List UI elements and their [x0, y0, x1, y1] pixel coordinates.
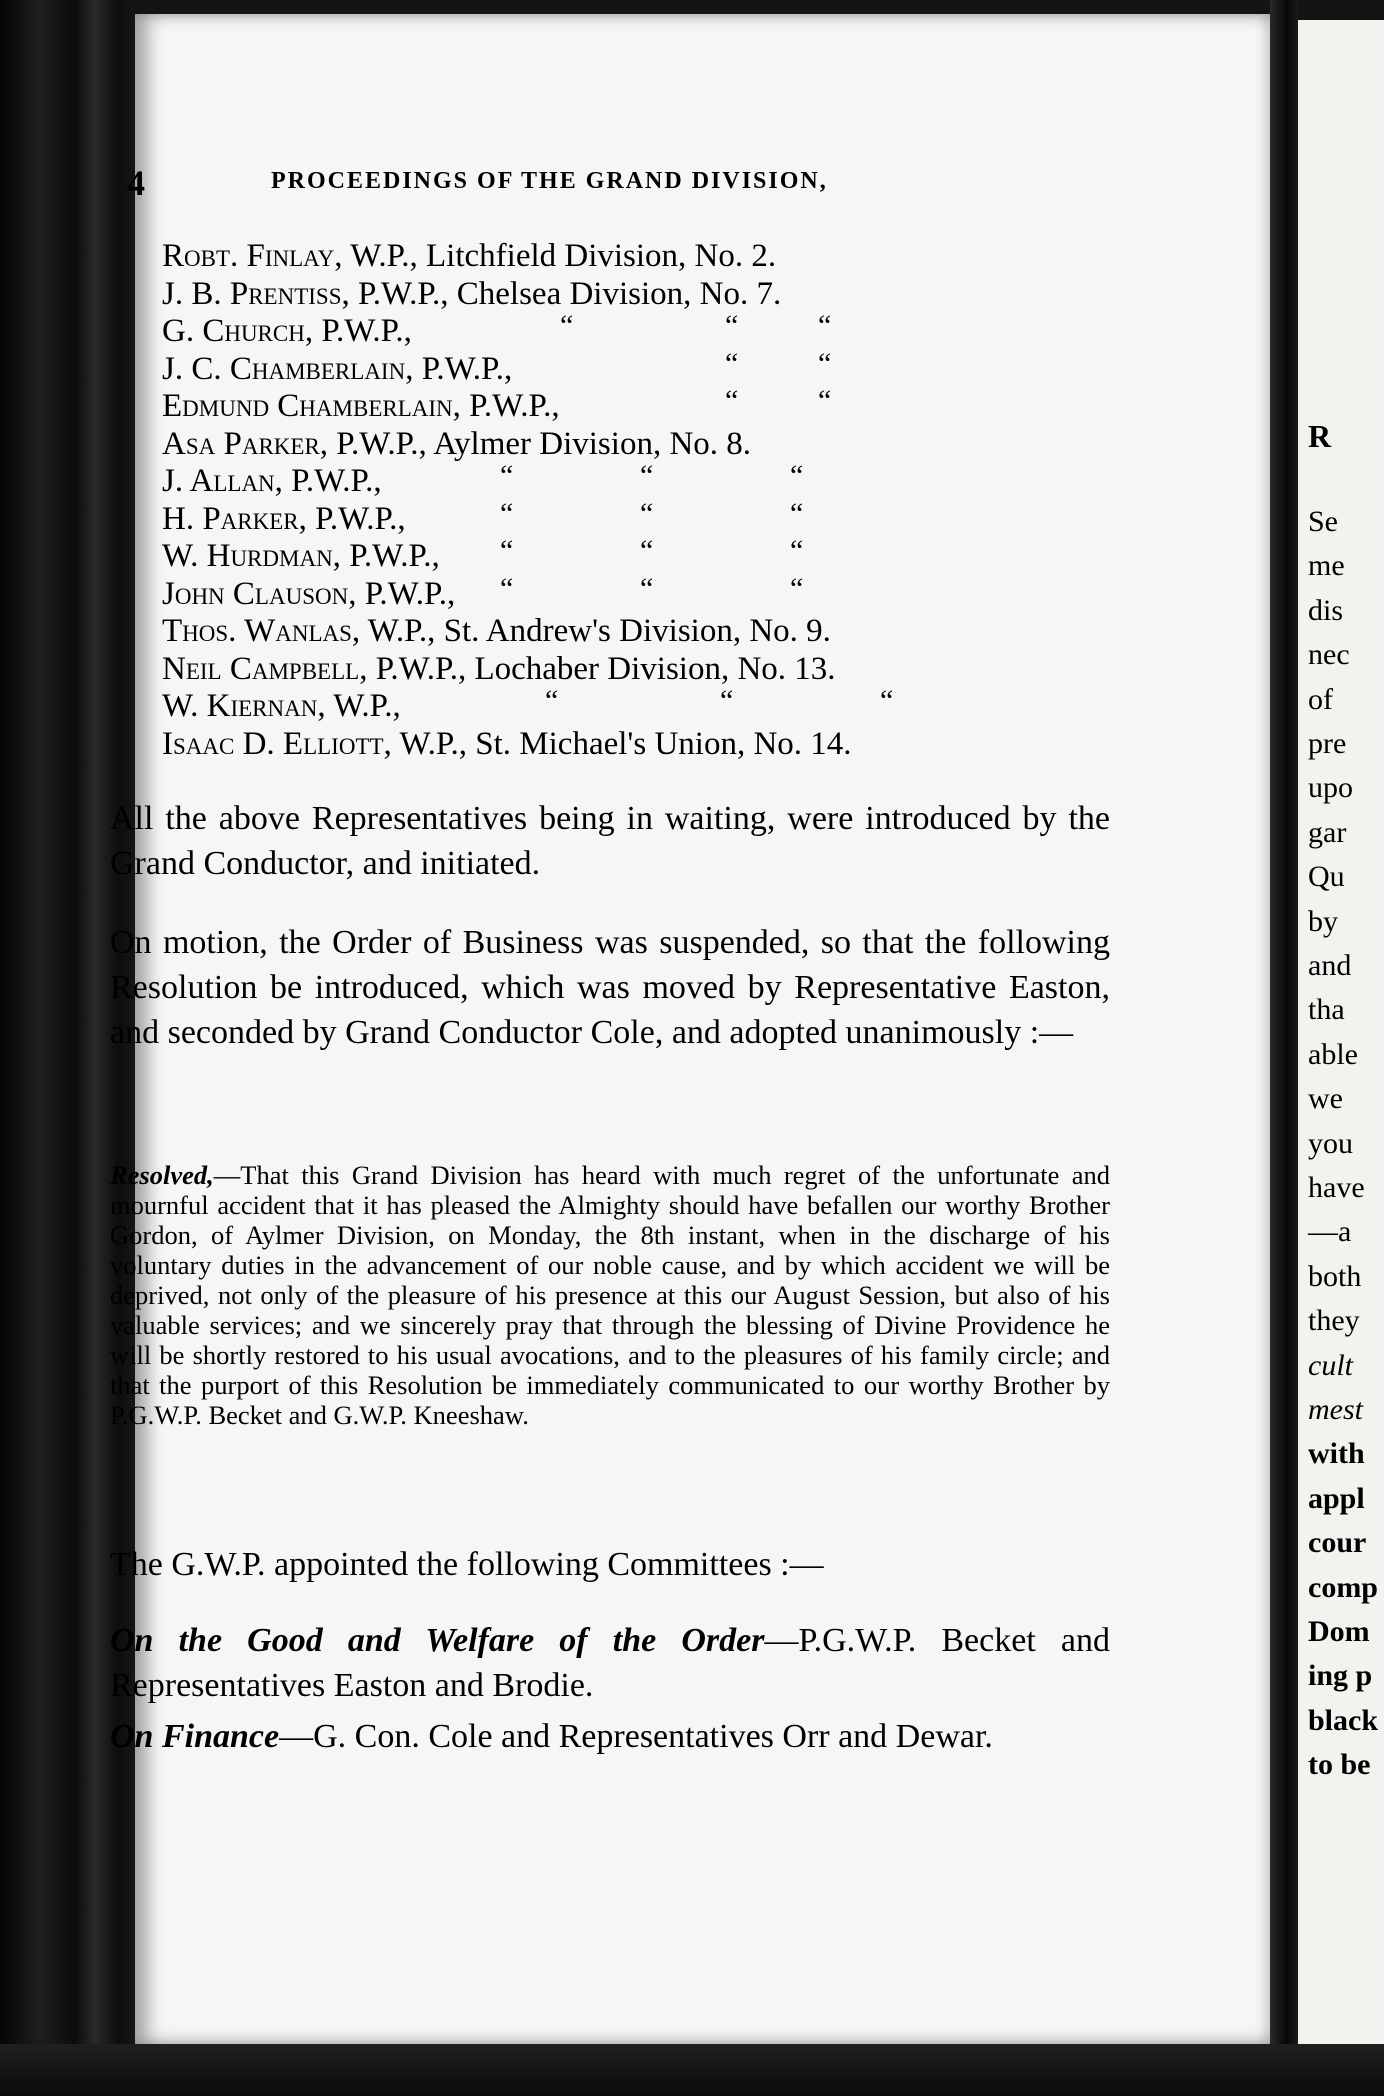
- roster-entry: [162, 496, 1112, 539]
- facing-page-line: gar: [1308, 815, 1347, 849]
- facing-page-line: and: [1308, 949, 1352, 982]
- roster-entry: [162, 534, 1112, 576]
- facing-page-line: both: [1308, 1259, 1362, 1293]
- representative-name: G. Church,: [162, 313, 314, 349]
- representative-name: J. B. Prentiss,: [162, 275, 350, 312]
- ditto-mark: “: [725, 346, 739, 380]
- ditto-mark: “: [725, 384, 739, 417]
- scan-bottom-edge: [0, 2044, 1384, 2096]
- representative-name: H. Parker,: [162, 500, 307, 537]
- roster-entry: [162, 346, 1112, 389]
- representative-name: W. Kiernan,: [162, 688, 326, 724]
- facing-page-line: you: [1308, 1126, 1353, 1160]
- running-head: PROCEEDINGS OF THE GRAND DIVISION,: [271, 168, 828, 194]
- roster-entry: [162, 613, 1112, 651]
- facing-page-line: mest: [1308, 1393, 1363, 1426]
- page-number: 4: [127, 163, 145, 203]
- representative-details: W.P., St. Andrew's Division, No. 9.: [360, 613, 831, 649]
- facing-page-line: pre: [1308, 727, 1347, 760]
- ditto-mark: “: [790, 459, 804, 492]
- representative-name: Edmund Chamberlain,: [162, 388, 461, 424]
- ditto-mark: “: [545, 684, 559, 717]
- facing-page-line: by: [1308, 904, 1338, 938]
- ditto-mark: “: [560, 309, 574, 342]
- representative-name: W. Hurdman,: [162, 538, 341, 574]
- roster-entry: [162, 684, 1112, 726]
- facing-page-line: —a: [1308, 1215, 1352, 1249]
- facing-page-line: dis: [1308, 593, 1344, 627]
- roster-entry: [162, 276, 1112, 314]
- facing-page-line: we: [1308, 1082, 1343, 1116]
- representative-name: Isaac D. Elliott,: [162, 725, 392, 762]
- ditto-mark: “: [640, 534, 654, 567]
- representative-details: P.W.P.,: [313, 313, 412, 349]
- facing-page-line: of: [1308, 682, 1333, 716]
- representative-name: Asa Parker,: [162, 425, 329, 462]
- representative-details: P.W.P., Aylmer Division, No. 8.: [328, 425, 752, 462]
- facing-page-line: have: [1308, 1171, 1365, 1204]
- representative-details: P.W.P.,: [413, 350, 513, 387]
- facing-page-heading: R: [1308, 418, 1332, 454]
- representative-details: P.W.P.,: [460, 388, 560, 424]
- facing-page-line: appl: [1308, 1481, 1365, 1515]
- representative-details: W.P., Litchfield Division, No. 2.: [342, 238, 777, 274]
- committee-good-welfare: [110, 1618, 1110, 1708]
- representative-details: P.W.P.,: [340, 538, 440, 574]
- committees-intro: The G.W.P. appointed the following Committees :—: [110, 1546, 824, 1583]
- roster-entry: [162, 384, 1112, 426]
- facing-page-line: Qu: [1308, 860, 1345, 894]
- book-gutter: [1270, 0, 1298, 2096]
- ditto-mark: “: [880, 684, 894, 717]
- representative-name: J. C. Chamberlain,: [162, 350, 414, 387]
- ditto-mark: “: [500, 571, 514, 605]
- ditto-mark: “: [818, 346, 832, 380]
- roster-entry: [162, 238, 1112, 276]
- resolution-label: Resolved,: [110, 1160, 214, 1190]
- representative-details: P.W.P., Lochaber Division, No. 13.: [367, 650, 836, 687]
- ditto-mark: “: [725, 309, 739, 342]
- representative-details: P.W.P.,: [282, 463, 382, 499]
- representative-details: P.W.P., Chelsea Division, No. 7.: [349, 275, 782, 312]
- page-header: [127, 162, 1027, 206]
- committee-text: —G. Con. Cole and Representatives Orr and Dewar.: [279, 1718, 993, 1755]
- representatives-list: [162, 238, 1112, 763]
- ditto-mark: “: [640, 459, 654, 492]
- facing-page-line: nec: [1308, 638, 1350, 672]
- roster-entry: [162, 459, 1112, 501]
- facing-page-line: ing p: [1308, 1659, 1373, 1693]
- roster-entry: [162, 309, 1112, 351]
- facing-page-line: with: [1308, 1437, 1365, 1471]
- facing-page-line: cour: [1308, 1526, 1367, 1560]
- roster-entry: [162, 426, 1112, 464]
- ditto-mark: “: [500, 534, 514, 567]
- ditto-mark: “: [790, 496, 804, 530]
- committee-text: —P.G.W.P. Becket and Representatives Easton and Brodie.: [110, 1622, 1110, 1704]
- facing-page-line: able: [1308, 1037, 1358, 1071]
- representative-name: J. Allan,: [162, 463, 283, 499]
- roster-entry: [162, 726, 1112, 764]
- committee-finance: [110, 1714, 1110, 1759]
- facing-page-line: cult: [1308, 1348, 1353, 1382]
- representative-details: P.W.P.,: [356, 575, 456, 612]
- ditto-mark: “: [790, 571, 804, 605]
- representative-name: Thos. Wanlas,: [162, 613, 361, 649]
- roster-entry: [162, 651, 1112, 689]
- ditto-mark: “: [818, 384, 832, 417]
- representative-details: W.P.,: [325, 688, 401, 724]
- representative-name: John Clauson,: [162, 575, 357, 612]
- facing-page-line: to be: [1308, 1748, 1371, 1782]
- roster-entry: [162, 571, 1112, 614]
- facing-page-line: tha: [1308, 993, 1345, 1027]
- ditto-mark: “: [640, 571, 654, 605]
- resolution-block: [110, 1160, 1110, 1430]
- facing-page-line: Se: [1308, 505, 1338, 538]
- representative-details: W.P., St. Michael's Union, No. 14.: [391, 725, 852, 762]
- facing-page-line: me: [1308, 549, 1345, 583]
- facing-page-line: Dom: [1308, 1615, 1370, 1648]
- ditto-mark: “: [500, 496, 514, 530]
- representative-name: Robt. Finlay,: [162, 238, 343, 274]
- facing-page-line: upo: [1308, 771, 1353, 805]
- facing-page-fragment: [1298, 20, 1384, 2060]
- representative-name: Neil Campbell,: [162, 650, 368, 687]
- paragraph-introduction: All the above Representatives being in waiting, were introduced by the Grand Conductor, and initiated.: [110, 800, 1110, 882]
- ditto-mark: “: [640, 496, 654, 530]
- resolution-text: —That this Grand Division has heard with much regret of the unfortunate and mournful accident that it has pleased the Almighty should have befallen our worthy Brother Gordon, of Aylmer Division, on Monday, the 8th instant, when in the discharge of his voluntary duties in the advancement of our noble cause, and by which accident we will be deprived, not only of the pleasure of his presence at this our August Session, but also of his valuable services; and we sincerely pray that through the blessing of Divine Providence he will be shortly restored to his usual avocations, and to the pleasures of his family circle; and that the purport of this Resolution be immediately communicated to our worthy Brother by P.G.W.P. Becket and G.W.P. Kneeshaw.: [110, 1160, 1110, 1430]
- paragraph-motion: On motion, the Order of Business was suspended, so that the following Resolution be introduced, which was moved by Representative Easton, and seconded by Grand Conductor Cole, and adopted unanimously :—: [110, 924, 1110, 1051]
- ditto-mark: “: [790, 534, 804, 567]
- ditto-mark: “: [500, 459, 514, 492]
- facing-page-line: black: [1308, 1703, 1379, 1737]
- ditto-mark: “: [818, 309, 832, 342]
- committee-label: On Finance: [110, 1718, 280, 1755]
- ditto-mark: “: [720, 684, 734, 717]
- facing-page-line: they: [1308, 1304, 1360, 1338]
- committee-label: On the Good and Welfare of the Order: [110, 1622, 765, 1659]
- representative-details: P.W.P.,: [306, 500, 406, 537]
- facing-page-line: comp: [1308, 1570, 1378, 1604]
